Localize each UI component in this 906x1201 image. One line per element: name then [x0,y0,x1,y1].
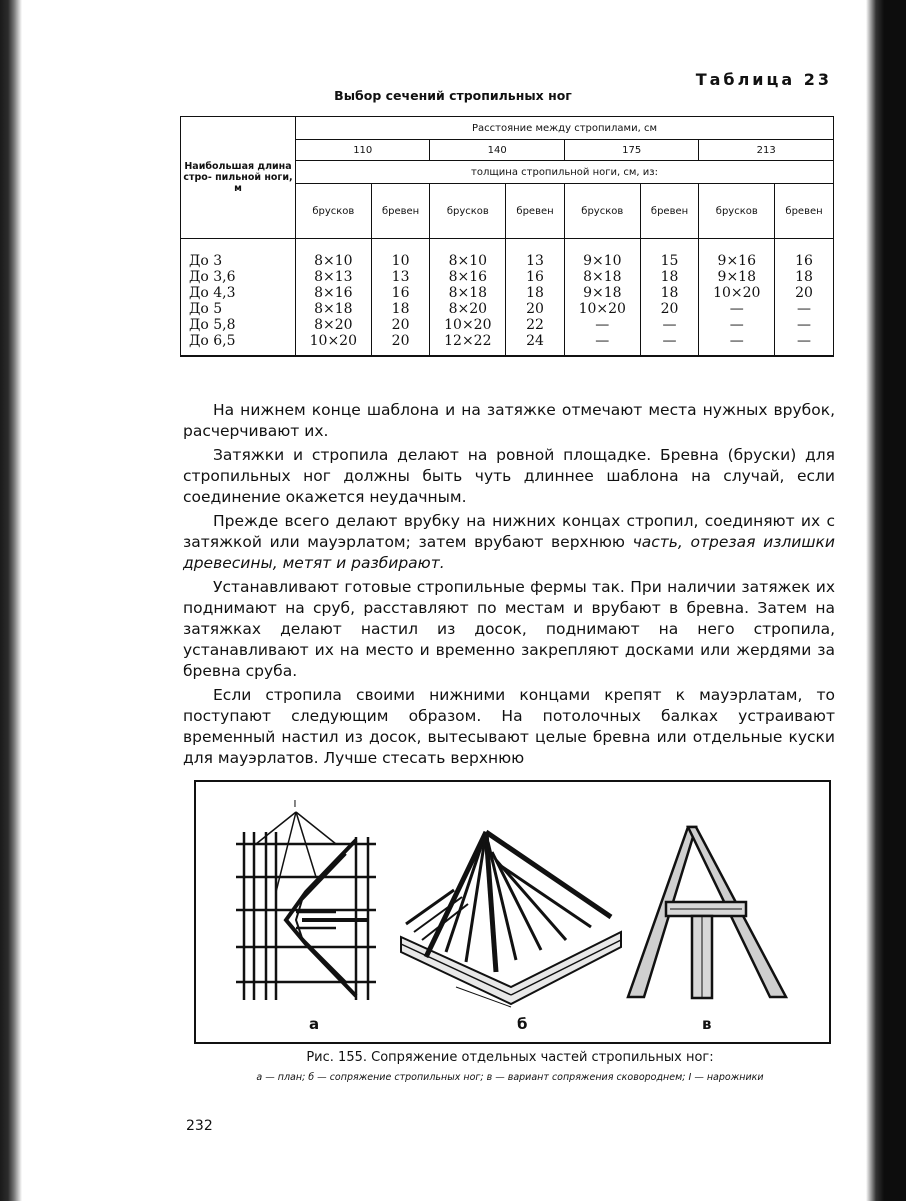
plan-drawing [236,812,376,1000]
marker-label: I [293,799,297,810]
figure-label-b: б [517,1015,528,1033]
scan-left-edge [0,0,24,1201]
table-caption: Таблица 23 [695,70,832,89]
material-header: брусков [564,184,640,239]
table-row [181,269,834,285]
table-cell: 10×20 [564,301,640,317]
paragraph: На нижнем конце шаблона и на затяжке отмечают места нужных врубок, расчерчивают их. [183,401,835,440]
scan-right-edge [866,0,906,1201]
material-header: брусков [296,184,372,239]
table-cell: 13 [371,269,430,285]
table-cell: 16 [506,269,565,285]
table-row [181,301,834,317]
table-cell: 10×20 [430,317,506,333]
table-cell: До 3 [181,239,296,270]
table-cell: — [564,333,640,356]
table-cell: 8×18 [430,285,506,301]
table-cell: — [699,301,775,317]
table-cell: 8×16 [430,269,506,285]
figure-label-v: в [702,1015,712,1033]
table-cell: 24 [506,333,565,356]
table-cell: 18 [640,285,699,301]
table-cell: — [775,317,834,333]
table-cell: До 5 [181,301,296,317]
table-row [181,333,834,356]
table-row [181,285,834,301]
material-header: брусков [699,184,775,239]
table-header-row [181,117,834,140]
table-cell: 9×10 [564,239,640,270]
material-header: бревен [371,184,430,239]
table-cell: 20 [640,301,699,317]
table-cell: 9×16 [699,239,775,270]
table-cell: 8×16 [296,285,372,301]
table-row [181,317,834,333]
table-cell: 12×22 [430,333,506,356]
table-cell: 9×18 [699,269,775,285]
table-cell: До 3,6 [181,269,296,285]
table-cell: 18 [371,301,430,317]
table-cell: — [775,301,834,317]
spacing-140: 140 [430,140,564,161]
material-header: бревен [640,184,699,239]
material-header: бревен [775,184,834,239]
table-cell: 8×18 [296,301,372,317]
table-cell: 20 [506,301,565,317]
table-cell: 8×18 [564,269,640,285]
table-cell: 13 [506,239,565,270]
figure-drawing [196,782,829,1042]
paragraph [183,511,835,574]
table-cell: 8×20 [430,301,506,317]
table-cell: — [699,317,775,333]
spacing-175: 175 [564,140,698,161]
material-header: брусков [430,184,506,239]
table-cell: 16 [775,239,834,270]
figure-caption: Рис. 155. Сопряжение отдельных частей стропильных ног: [306,1050,714,1065]
table-cell: — [640,333,699,356]
header-spacing: Расстояние между стропилами, см [296,117,834,140]
figure-155 [194,780,831,1044]
table-cell: 20 [775,285,834,301]
header-thickness: толщина стропильной ноги, см, из: [296,161,834,184]
a-frame-drawing [628,827,786,998]
roof-drawing [401,832,621,1007]
spacing-213: 213 [699,140,834,161]
material-header: бревен [506,184,565,239]
table-row [181,239,834,270]
table-cell: До 5,8 [181,317,296,333]
table-cell: До 6,5 [181,333,296,356]
table-cell: 8×10 [430,239,506,270]
table-cell: До 4,3 [181,285,296,301]
table-cell: 20 [371,333,430,356]
spacing-110: 110 [296,140,430,161]
table-cell: 9×18 [564,285,640,301]
body-text [183,400,835,772]
figure-label-a: а [309,1015,320,1033]
table-cell: 18 [506,285,565,301]
table-cell: 16 [371,285,430,301]
table-cell: 10×20 [296,333,372,356]
table-cell: 20 [371,317,430,333]
paragraph-part: Прежде всего делают врубку на нижних концах стропил, соединяют их с затяжкой или мауэрлатом; затем врубают верхнюю [183,512,835,551]
paragraph: Затяжки и стропила делают на ровной площадке. Бревна (бруски) для стропильных ног должны быть чуть длиннее шаблона на случай, если соединение окажется неудачным. [183,446,835,506]
rafter-section-table [180,116,834,357]
table-cell: 18 [775,269,834,285]
paragraph-italic-part: часть, отрезая излишки древесины, метят и разбирают. [183,533,835,572]
table-cell: 8×10 [296,239,372,270]
header-max-length: Наибольшая длина стро- пильной ноги, м [181,117,296,239]
table-cell: 15 [640,239,699,270]
table-cell: — [564,317,640,333]
table-cell: 22 [506,317,565,333]
table-cell: 8×13 [296,269,372,285]
table-cell: — [699,333,775,356]
table-cell: 10×20 [699,285,775,301]
paragraph: Если стропила своими нижними концами крепят к мауэрлатам, то поступают следующим образом. На потолочных балках устраивают временный настил из досок, вытесывают целые бревна или отдельные куски для мауэрлатов. Лучше стесать верхнюю [183,686,835,767]
table-cell: 10 [371,239,430,270]
table-cell: — [640,317,699,333]
table-cell: 8×20 [296,317,372,333]
table-title: Выбор сечений стропильных ног [334,88,572,103]
table-cell: — [775,333,834,356]
figure-legend: а — план; б — сопряжение стропильных ног; в — вариант сопряжения сковороднем; I — нарожники [256,1072,764,1083]
page-number: 232 [186,1118,213,1134]
table-cell: 18 [640,269,699,285]
paragraph: Устанавливают готовые стропильные фермы так. При наличии затяжек их поднимают на сруб, расставляют по местам и врубают в бревна. Затем на затяжках делают настил из досок, поднимают на него стропила, устанавливают их на место и временно закрепляют досками или жердями за бревна сруба. [183,578,835,680]
